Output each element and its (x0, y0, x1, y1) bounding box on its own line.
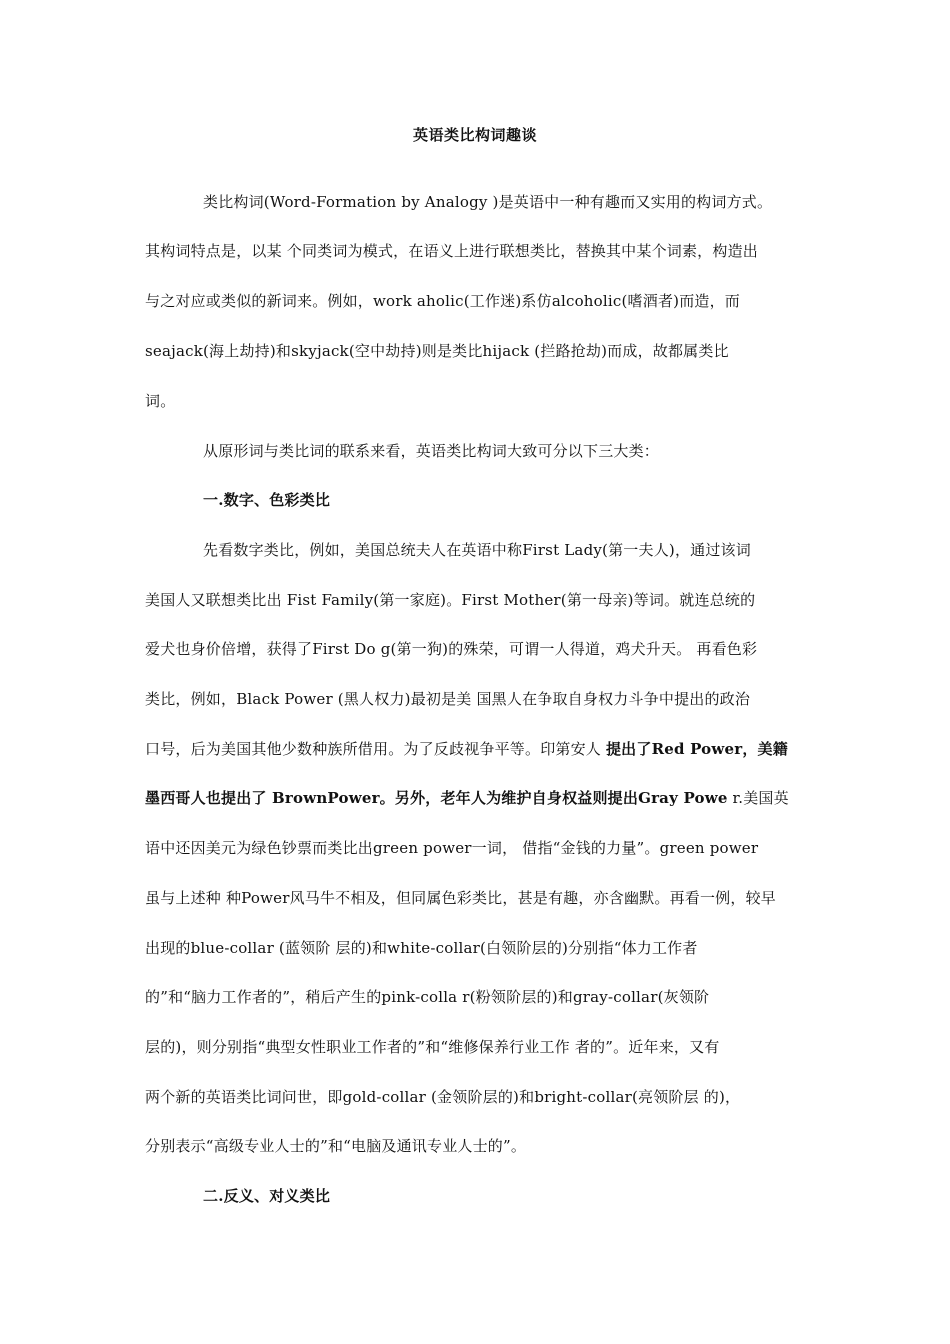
bold-text-run: 提出了Red Power，美籍 (605, 740, 788, 758)
bold-text-run: 墨西哥人也提出了 BrownPower。另外，老年人为维护自身权益则提出Gray Powe (145, 789, 728, 807)
paragraph-line: 爱犬也身价倍增，获得了First Do g(第一狗)的殊荣，可谓一人得道，鸡犬升天。 再看色彩 (145, 640, 758, 658)
paragraph-line: 与之对应或类似的新词来。例如，work aholic(工作迷)系仿alcoholic(嗜酒者)而造，而 (145, 292, 740, 310)
section-heading-1: 一.数字、色彩类比 (203, 491, 331, 509)
text-run: 口号，后为美国其他少数种族所借用。为了反歧视争平等。印第安人 (145, 740, 606, 758)
text-run: r.美国英 (727, 789, 789, 807)
paragraph-line (145, 738, 815, 760)
paragraph-line (145, 787, 815, 809)
paragraph-line: 分别表示“高级专业人士的”和“电脑及通讯专业人士的”。 (145, 1137, 527, 1155)
paragraph-line: 出现的blue-collar (蓝领阶 层的)和white-collar(白领阶层的)分别指“体力工作者 (145, 939, 698, 957)
paragraph-line: 类比，例如，Black Power (黑人权力)最初是美 国黑人在争取自身权力斗争中提出的政治 (145, 690, 751, 708)
paragraph-line: 的”和“脑力工作者的”，稍后产生的pink-colla r(粉领阶层的)和gray-collar(灰领阶 (145, 988, 710, 1006)
paragraph-line: 两个新的英语类比词问世，即gold-collar (金领阶层的)和bright-collar(亮领阶层 的)， (145, 1088, 741, 1106)
classification-paragraph: 从原形词与类比词的联系来看，英语类比构词大致可分以下三大类： (203, 442, 660, 460)
paragraph-line: 语中还因美元为绿色钞票而类比出green power一词， 借指“金钱的力量”。green power (145, 839, 759, 857)
paragraph-line: seajack(海上劫持)和skyjack(空中劫持)则是类比hijack (拦路抢劫)而成，故都属类比 (145, 342, 729, 360)
paragraph-line: 美国人又联想类比出 Fist Family(第一家庭)。First Mother(第一母亲)等词。就连总统的 (145, 591, 756, 609)
paragraph-line: 先看数字类比，例如，美国总统夫人在英语中称First Lady(第一夫人)，通过该词 (203, 541, 751, 559)
section-heading-2: 二.反义、对义类比 (203, 1187, 331, 1205)
page-title: 英语类比构词趣谈 (412, 126, 537, 144)
paragraph-line: 词。 (145, 392, 176, 410)
paragraph-line: 类比构词(Word-Formation by Analogy )是英语中一种有趣而又实用的构词方式。 (203, 193, 773, 211)
paragraph-line: 虽与上述种 种Power风马牛不相及，但同属色彩类比，甚是有趣，亦含幽默。再看一例，较早 (145, 889, 776, 907)
paragraph-line: 层的)，则分别指“典型女性职业工作者的”和“维修保养行业工作 者的”。近年来，又有 (145, 1038, 720, 1056)
paragraph-line: 其构词特点是，以某 个同类词为模式，在语义上进行联想类比，替换其中某个词素，构造出 (145, 242, 758, 260)
